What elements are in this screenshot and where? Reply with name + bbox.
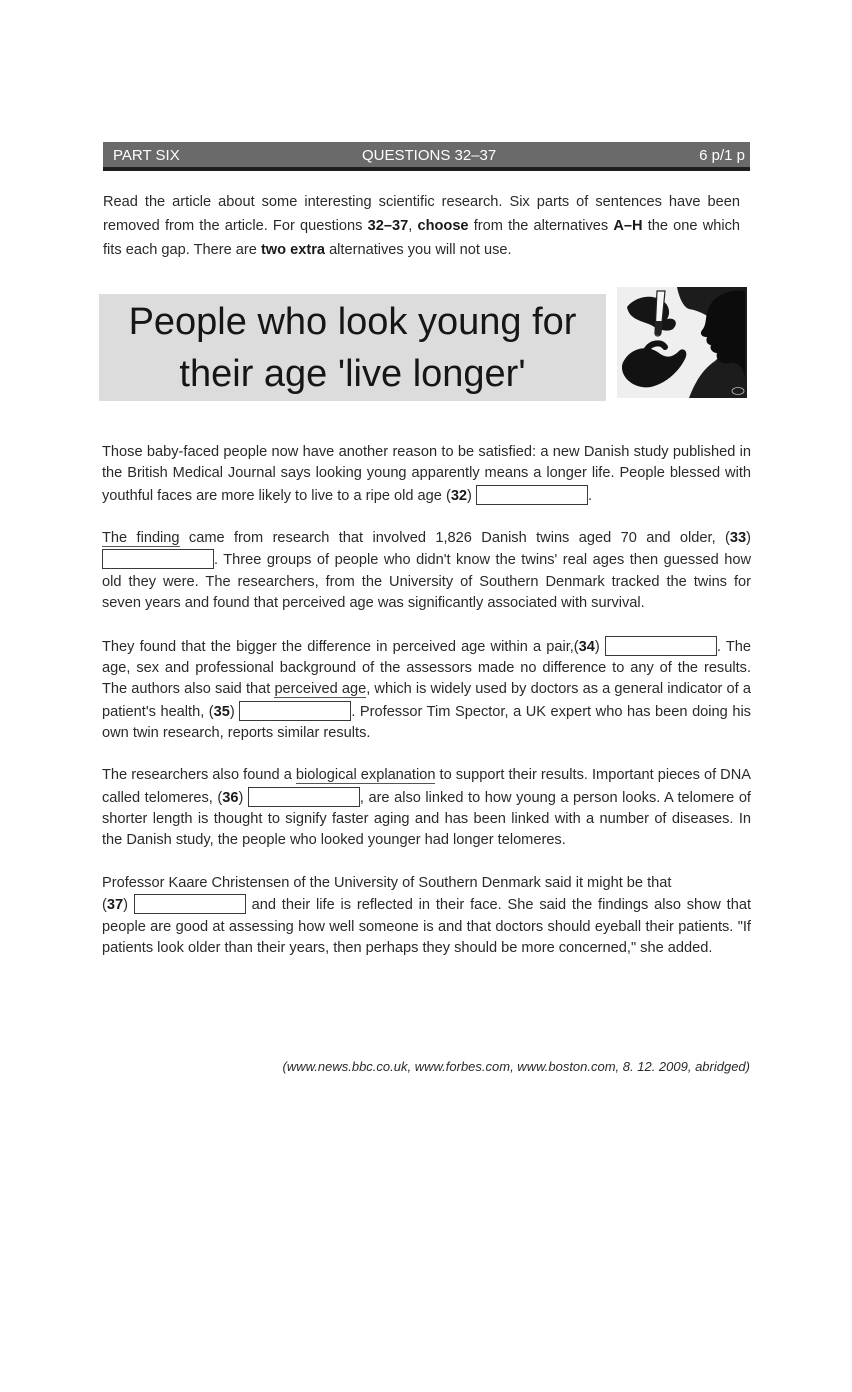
paragraph-4: The researchers also found a biological explanation to support their results. Important pieces of DNA called telomeres, (36) , are also linked to how young a person looks. A telomere of shorter length is thought to signify faster aging and has been linked with a number of diseases. In the Danish study, the people who looked younger had longer telomeres. xyxy=(102,767,751,849)
instructions: Read the article about some interesting scientific research. Six parts of sentences have been removed from the article. For questions 32–37, choose from the alternatives A–H the one which fits each gap. There are two extra alternatives you will not use. xyxy=(103,194,741,258)
article-photo xyxy=(617,287,747,398)
questions-label: QUESTIONS 32–37 xyxy=(362,147,497,164)
points-label: 6 p/1 p xyxy=(699,147,745,164)
answer-gap-32[interactable] xyxy=(476,485,588,505)
answer-gap-37[interactable] xyxy=(134,894,246,914)
source-citation: (www.news.bbc.co.uk, www.forbes.com, www.boston.com, 8. 12. 2009, abridged) xyxy=(282,1059,750,1074)
scientist-silhouette-image xyxy=(617,287,747,398)
answer-gap-36[interactable] xyxy=(248,787,360,807)
paragraph-1: Those baby-faced people now have another reason to be satisfied: a new Danish study published in the British Medical Journal says looking young apparently means a longer life. People blessed with youthful faces are more likely to live to a ripe old age (32) . xyxy=(102,444,751,504)
part-label: PART SIX xyxy=(113,147,180,164)
paragraph-3: They found that the bigger the difference in perceived age within a pair,(34) . The age, sex and professional background of the assessors made no difference to any of the results. The authors also said that perceived age, which is widely used by doctors as a general indicator of a patient's health, (35) . Professor Tim Spector, a UK expert who has been doing his own twin research, reports similar results. xyxy=(102,636,751,744)
answer-gap-34[interactable] xyxy=(605,636,717,656)
answer-gap-35[interactable] xyxy=(239,701,351,721)
title-line-2: their age 'live longer' xyxy=(179,353,526,395)
answer-gap-33[interactable] xyxy=(102,549,214,569)
article-body xyxy=(102,442,751,980)
paragraph-5: Professor Kaare Christensen of the University of Southern Denmark said it might be that (37) and their life is reflected in their face. She said the findings also show that people are good at assessing how well someone is and that doctors should eyeball their patients. "If patients look older than their years, then perhaps they should be more concerned," she added. xyxy=(102,874,751,956)
paragraph-2: The finding came from research that involved 1,826 Danish twins aged 70 and older, (33) . Three groups of people who didn't know the twins' real ages then guessed how old they were. The researchers, from the University of Southern Denmark tracked the twins for seven years and found that perceived age was significantly associated with survival. xyxy=(102,530,751,612)
section-header-bar xyxy=(103,142,750,171)
title-line-1: People who look young for xyxy=(128,301,577,343)
article-title xyxy=(99,294,606,401)
